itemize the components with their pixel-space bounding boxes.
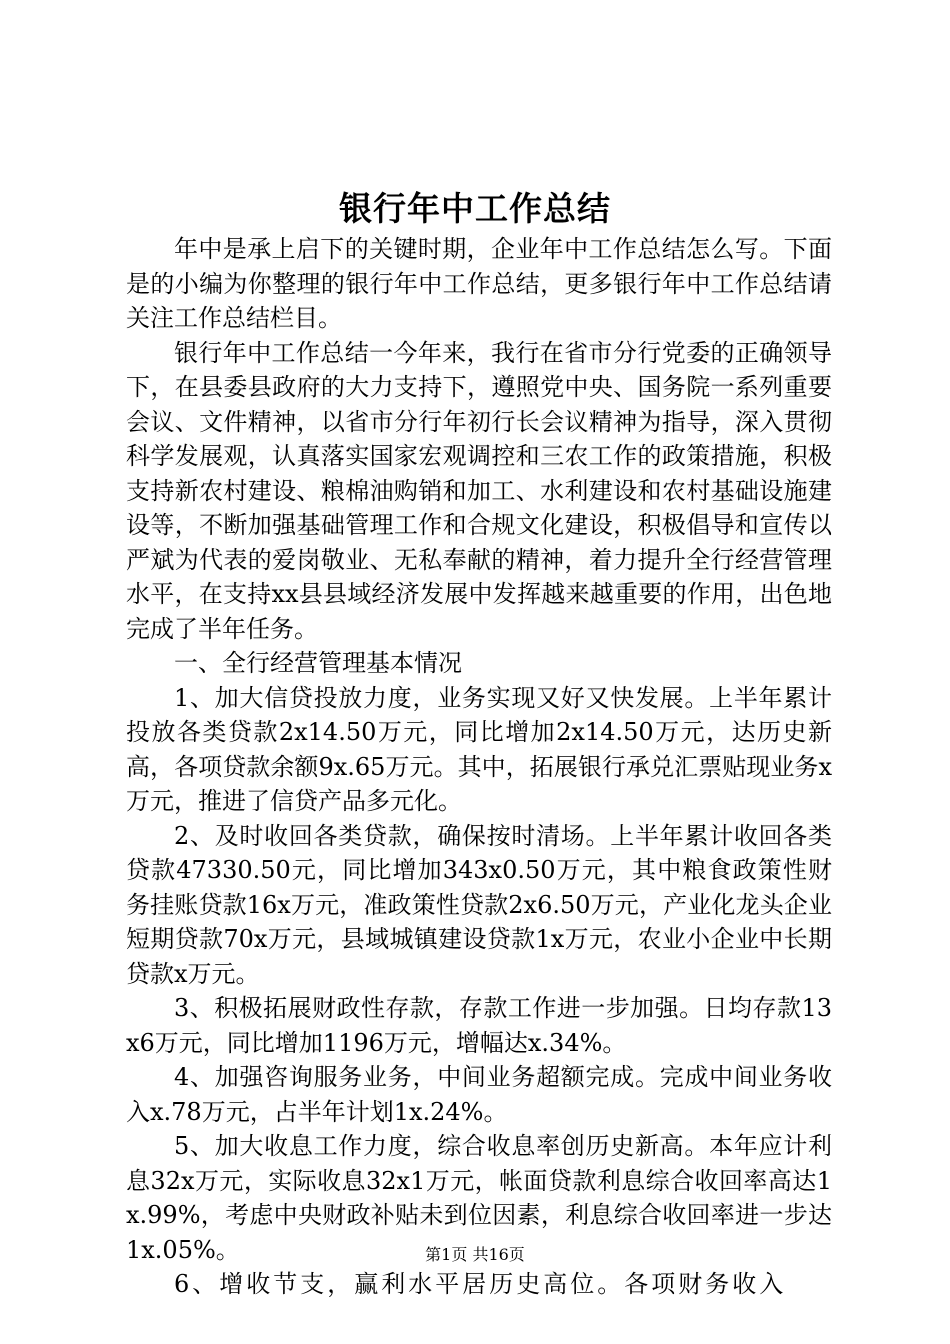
paragraph-item-2: 2、及时收回各类贷款，确保按时清场。上半年累计收回各类贷款47330.50元，同比增加343x0.50万元，其中粮食政策性财务挂账贷款16x万元，准政策性贷款2x6.50万元，产业化龙头企业短期贷款70x万元，县域城镇建设贷款1x万元，农业小企业中长期贷款x万元。 (126, 821, 832, 988)
paragraph-item-3: 3、积极拓展财政性存款，存款工作进一步加强。日均存款13x6万元，同比增加1196万元，增幅达x.34%。 (126, 994, 832, 1057)
paragraph-item-1: 1、加大信贷投放力度，业务实现又好又快发展。上半年累计投放各类贷款2x14.50万元，同比增加2x14.50万元，达历史新高，各项贷款余额9x.65万元。其中，拓展银行承兑汇票贴现业务x万元，推进了信贷产品多元化。 (126, 683, 832, 815)
paragraph-item-5: 5、加大收息工作力度，综合收息率创历史新高。本年应计利息32x万元，实际收息32x1万元，帐面贷款利息综合收回率高达1x.99%，考虑中央财政补贴未到位因素，利息综合收回率进一步达1x.05%。 (126, 1132, 832, 1264)
document-title: 银行年中工作总结 (339, 189, 611, 228)
page-number-footer: 第1页 共16页 (425, 1245, 525, 1264)
paragraph-overview: 银行年中工作总结一今年来，我行在省市分行党委的正确领导下，在县委县政府的大力支持下，遵照党中央、国务院一系列重要会议、文件精神，以省市分行年初行长会议精神为指导，深入贯彻科学发展观，认真落实国家宏观调控和三农工作的政策措施，积极支持新农村建设、粮棉油购销和加工、水利建设和农村基础设施建设等，不断加强基础管理工作和合规文化建设，积极倡导和宣传以严斌为代表的爱岗敬业、无私奉献的精神，着力提升全行经营管理水平，在支持xx县县域经济发展中发挥越来越重要的作用，出色地完成了半年任务。 (126, 338, 832, 643)
paragraph-intro: 年中是承上启下的关键时期，企业年中工作总结怎么写。下面是的小编为你整理的银行年中工作总结，更多银行年中工作总结请关注工作总结栏目。 (126, 235, 832, 332)
document-body (126, 232, 832, 1302)
paragraph-item-6: 6、增收节支，赢利水平居历史高位。各项财务收入 (174, 1270, 787, 1298)
paragraph-item-4: 4、加强咨询服务业务，中间业务超额完成。完成中间业务收入x.78万元，占半年计划1x.24%。 (126, 1063, 832, 1126)
section-heading: 一、全行经营管理基本情况 (174, 649, 462, 677)
